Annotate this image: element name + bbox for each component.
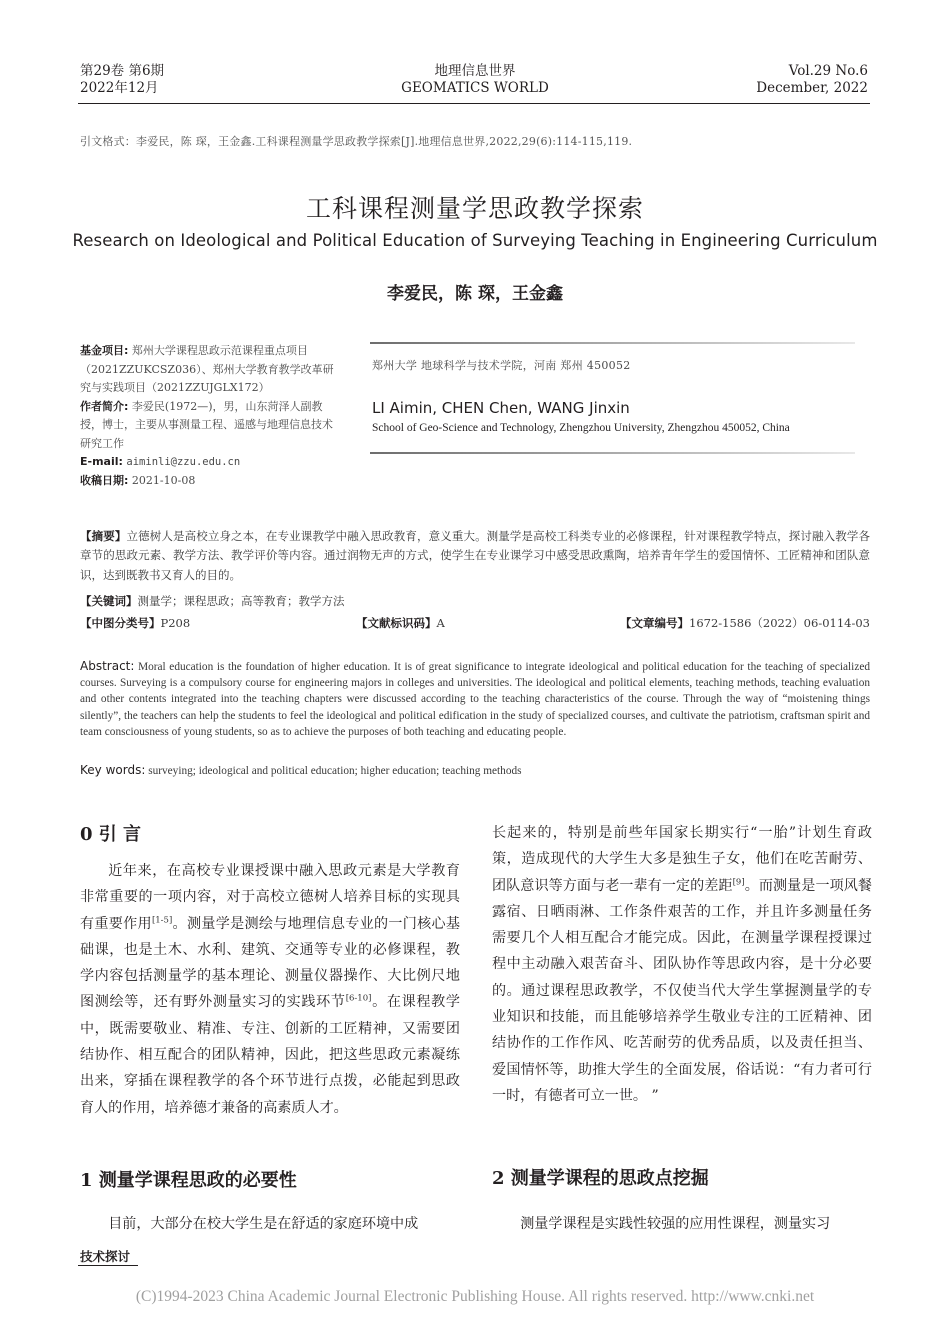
section-1-heading: 1 测量学课程思政的必要性	[80, 1170, 297, 1191]
document-code	[356, 615, 445, 631]
art-label: 【文章编号】	[620, 616, 689, 630]
keywords-en-label: Key words:	[80, 763, 146, 777]
authors-cn: 李爱民，陈 琛，王金鑫	[387, 284, 563, 304]
abstract-en	[80, 658, 870, 740]
r-text-a: 长起来的，特别是前些年国家长期实行“一胎”计划生育政策，造成现代的大学生大多是独生子女，他们在吃苦耐劳、团队意识等方面与老一辈有一定的差距	[492, 825, 872, 894]
section-2-heading: 2 测量学课程的思政点挖掘	[492, 1168, 709, 1189]
email-value[interactable]: aiminli@zzu.edu.cn	[126, 456, 241, 468]
copyright-watermark: (C)1994-2023 China Academic Journal Electronic Publishing House. All rights reserved. http://www.cnki.net	[135, 1288, 815, 1305]
abstract-cn-text: 立德树人是高校立身之本，在专业课教学中融入思政教育，意义重大。测量学是高校工科类专业的必修课程，针对课程教学特点，探讨融入教学各章节的思政元素、教学方法、教学评价等内容。通过润物无声的方式，使学生在专业课学习中感受思政熏陶，培养青年学生的爱国情怀、工匠精神和团队意识，达到既教书又育人的目的。	[80, 529, 870, 582]
ref-6-10[interactable]: [6-10]	[345, 993, 372, 1004]
abstract-cn-label: 【摘要】	[80, 529, 127, 543]
fund-label: 基金项目:	[80, 344, 129, 357]
fund-row	[80, 342, 342, 398]
clc-value: P208	[160, 616, 191, 630]
s0-text-b: 。测量学是测绘与地理信息专业的一门核心基础课，也是土木、水利、建筑、交通等专业的必修课程，教学内容包括测量学的基本理论、测量仪器操作、大比例尺地图测绘等，还有野外测量实习的实践环节	[80, 915, 461, 1011]
abstract-cn	[80, 527, 870, 585]
abstract-en-label: Abstract:	[80, 659, 135, 673]
keywords-cn-text: 测量学；课程思政；高等教育；教学方法	[137, 594, 345, 608]
fund-value: 郑州大学课程思政示范课程重点项目（2021ZZUKCSZ036）、郑州大学教育教学改革研究与实践项目（2021ZZUJGLX172）	[80, 344, 334, 394]
received-row	[80, 472, 342, 491]
keywords-cn	[80, 593, 345, 609]
affiliation-bottom-rule	[370, 452, 855, 454]
doc-value: A	[436, 616, 445, 630]
section-0-paragraph	[80, 858, 460, 1121]
right-column-paragraph	[492, 820, 872, 1109]
doc-label: 【文献标识码】	[356, 616, 437, 630]
art-value: 1672-1586（2022）06-0114-03	[689, 616, 870, 630]
header-right	[756, 63, 868, 97]
keywords-en	[80, 763, 522, 777]
date-cn: 2022年12月	[80, 80, 159, 96]
article-number	[620, 615, 870, 631]
clc-label: 【中图分类号】	[80, 616, 161, 630]
s0-text-a: 近年来，在高校专业课授课中融入思政元素是大学教育非常重要的一项内容，对于高校立德树人培养目标的实现具有重要作用	[80, 863, 460, 932]
clc-number	[80, 615, 190, 631]
affiliation-top-rule	[370, 342, 855, 344]
header-rule	[78, 103, 870, 104]
date-en: December, 2022	[756, 80, 868, 96]
bio-label: 作者简介:	[80, 399, 129, 413]
article-info	[80, 342, 342, 490]
abstract-en-text: Moral education is the foundation of higher education. It is of great significance to integrate ideological and political education for the teaching of specialized courses. Surveying is a compulsory course for engineering majors in colleges and universities. The ideological and political elements, teaching methods, teaching evaluation and other contents integrated into the teaching chapters were discussed according to the teaching characteristics of the course. Through the way of “moistening things silently”, the teachers can help the students to feel the ideological and political edification in the study of specialized courses, and cultivate the patriotism, craftsman spirit and team consciousness of young students, so as to achieve the purposes of both teaching and educating people.	[80, 661, 870, 738]
bio-row	[80, 398, 342, 454]
r-text-b: 。而测量是一项风餐露宿、日晒雨淋、工作条件艰苦的工作，并且许多测量任务需要几个人相互配合才能完成。因此，在测量学课程授课过程中主动融入艰苦奋斗、团队协作等思政内容，是十分必要的。通过课程思政教学，不仅使当代大学生掌握测量学的专业知识和技能，而且能够培养学生敬业专注的工匠精神、团结协作的工作作风、吃苦耐劳的优秀品质，以及责任担当、爱国情怀等，助推大学生的全面发展，俗话说：“有力者可行一时，有德者可立一世。 ”	[492, 877, 873, 1104]
s0-text-c: 。在课程教学中，既需要敬业、精准、专注、创新的工匠精神，又需要团结协作、相互配合的团队精神，因此，把这些思政元素凝练出来，穿插在课程教学的各个环节进行点拨，必能起到思政育人的作用，培养德才兼备的高素质人才。	[80, 994, 461, 1116]
volume-cn: 第29卷 第6期	[80, 63, 165, 79]
footer-rule	[78, 1265, 138, 1266]
section-2-paragraph: 测量学课程是实践性较强的应用性课程，测量实习	[520, 1216, 831, 1232]
received-label: 收稿日期:	[80, 473, 129, 487]
journal-cn: 地理信息世界	[434, 63, 516, 79]
affiliation-cn: 郑州大学 地球科学与技术学院，河南 郑州 450052	[372, 359, 631, 372]
email-label: E-mail:	[80, 455, 123, 468]
authors-en: LI Aimin, CHEN Chen, WANG Jinxin	[372, 399, 630, 417]
received-value: 2021-10-08	[131, 473, 196, 487]
ref-9[interactable]: [9]	[732, 876, 745, 887]
journal-en: GEOMATICS WORLD	[401, 80, 549, 96]
section-0-heading: 0 引 言	[80, 824, 142, 845]
bio-value: 李爱民(1972—)，男，山东菏泽人副教授，博士，主要从事测量工程、遥感与地理信息技术研究工作	[80, 399, 333, 450]
ref-1-5[interactable]: [1-5]	[151, 914, 173, 925]
keywords-cn-label: 【关键词】	[80, 594, 138, 608]
email-row	[80, 453, 342, 472]
citation-line: 引文格式：李爱民，陈 琛，王金鑫.工科课程测量学思政教学探索[J].地理信息世界,2022,29(6):114-115,119.	[80, 135, 633, 148]
keywords-en-text: surveying; ideological and political education; higher education; teaching methods	[148, 765, 522, 777]
affiliation-en: School of Geo-Science and Technology, Zhengzhou University, Zhengzhou 450052, China	[372, 422, 790, 434]
volume-en: Vol.29 No.6	[788, 63, 868, 79]
title-en: Research on Ideological and Political Education of Surveying Teaching in Engineering Curriculum	[72, 231, 878, 250]
title-cn: 工科课程测量学思政教学探索	[305, 194, 644, 223]
section-1-paragraph: 目前，大部分在校大学生是在舒适的家庭环境中成	[108, 1216, 419, 1232]
column-tag: 技术探讨	[80, 1249, 131, 1264]
